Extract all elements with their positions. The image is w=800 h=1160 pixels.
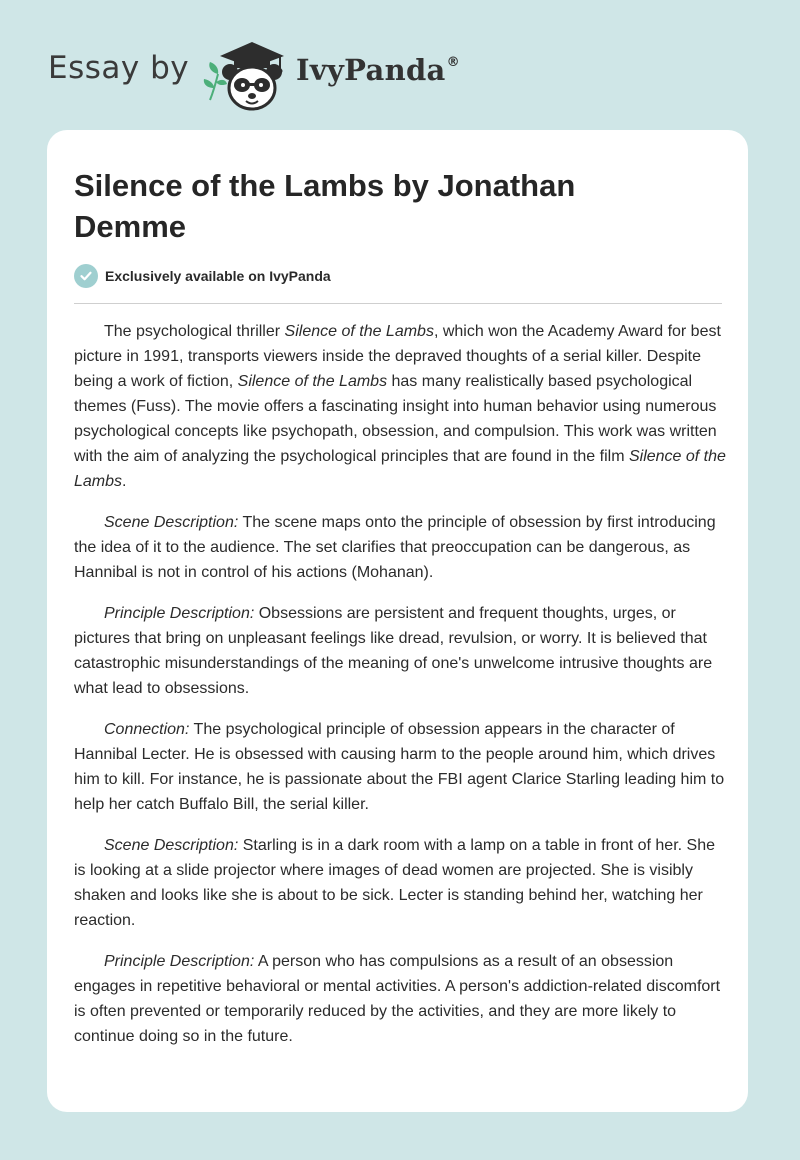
exclusive-badge <box>74 264 331 288</box>
essay-paragraph <box>74 319 726 494</box>
italic-text: Connection: <box>104 721 190 738</box>
paragraph-text: . <box>122 473 127 490</box>
essay-paragraph <box>74 601 726 701</box>
paragraph-text: The scene maps onto the principle of obsession by first introducing the idea of it to the audience. The set clarifies that preoccupation can be dangerous, as Hannibal is not in control of his actions (Mohanan). <box>74 514 716 581</box>
essay-title: Silence of the Lambs by Jonathan Demme <box>74 168 576 244</box>
paragraph-text: The psychological principle of obsession appears in the character of Hannibal Lecter. He is obsessed with causing harm to the people around him, which drives him to kill. For instance, he is passionate about the FBI agent Clarice Starling leading him to help her catch Buffalo Bill, the serial killer. <box>74 721 725 813</box>
italic-text: Silence of the Lambs <box>237 373 388 390</box>
paragraph-text: Starling is in a dark room with a lamp on a table in front of her. She is looking at a slide projector where images of dead women are projected. She is visibly shaken and looks like she is about to be sick. Lecter is standing behind her, watching her reaction. <box>74 837 715 929</box>
italic-text: Silence of the Lambs <box>284 323 434 340</box>
essay-body <box>74 319 726 1065</box>
essay-by-label: Essay by <box>48 50 190 86</box>
essay-paragraph <box>74 717 726 817</box>
brand-name[interactable]: IvyPanda® <box>296 53 460 87</box>
site-header <box>0 0 800 130</box>
check-circle-icon <box>74 264 98 288</box>
trademark-mark: ® <box>446 55 460 70</box>
panda-graduate-icon <box>200 36 296 112</box>
italic-text: Scene Description: <box>104 837 239 854</box>
paragraph-text: The psychological thriller <box>104 323 285 340</box>
italic-text: Principle Description: <box>104 953 255 970</box>
essay-paragraph <box>74 949 726 1049</box>
paragraph-text: , which won the Academy Award for best picture in 1991, transports viewers inside the depraved thoughts of a serial killer. Despite being a work of fiction, <box>74 323 721 390</box>
italic-text: Silence of the Lambs <box>74 448 726 490</box>
essay-paragraph <box>74 510 726 585</box>
paragraph-text: Obsessions are persistent and frequent thoughts, urges, or pictures that bring on unpleasant feelings like dread, revulsion, or worry. It is believed that catastrophic misunderstandings of the meaning of one's unwelcome intrusive thoughts are what lead to obsessions. <box>74 605 713 697</box>
italic-text: Principle Description: <box>104 605 255 622</box>
divider <box>74 303 722 304</box>
paragraph-text: has many realistically based psychological themes (Fuss). The movie offers a fascinating insight into human behavior using numerous psychological concepts like psychopath, obsession, and compulsion. This work was written with the aim of analyzing the psychological principles that are found in the film <box>74 373 717 465</box>
essay-paragraph <box>74 833 726 933</box>
italic-text: Scene Description: <box>104 514 239 531</box>
essay-card <box>47 130 748 1112</box>
exclusive-badge-label: Exclusively available on IvyPanda <box>105 268 331 284</box>
paragraph-text: A person who has compulsions as a result of an obsession engages in repetitive behavioral or mental activities. A person's addiction-related discomfort is often prevented or temporarily reduced by the activities, and they are more likely to continue doing so in the future. <box>74 953 721 1045</box>
